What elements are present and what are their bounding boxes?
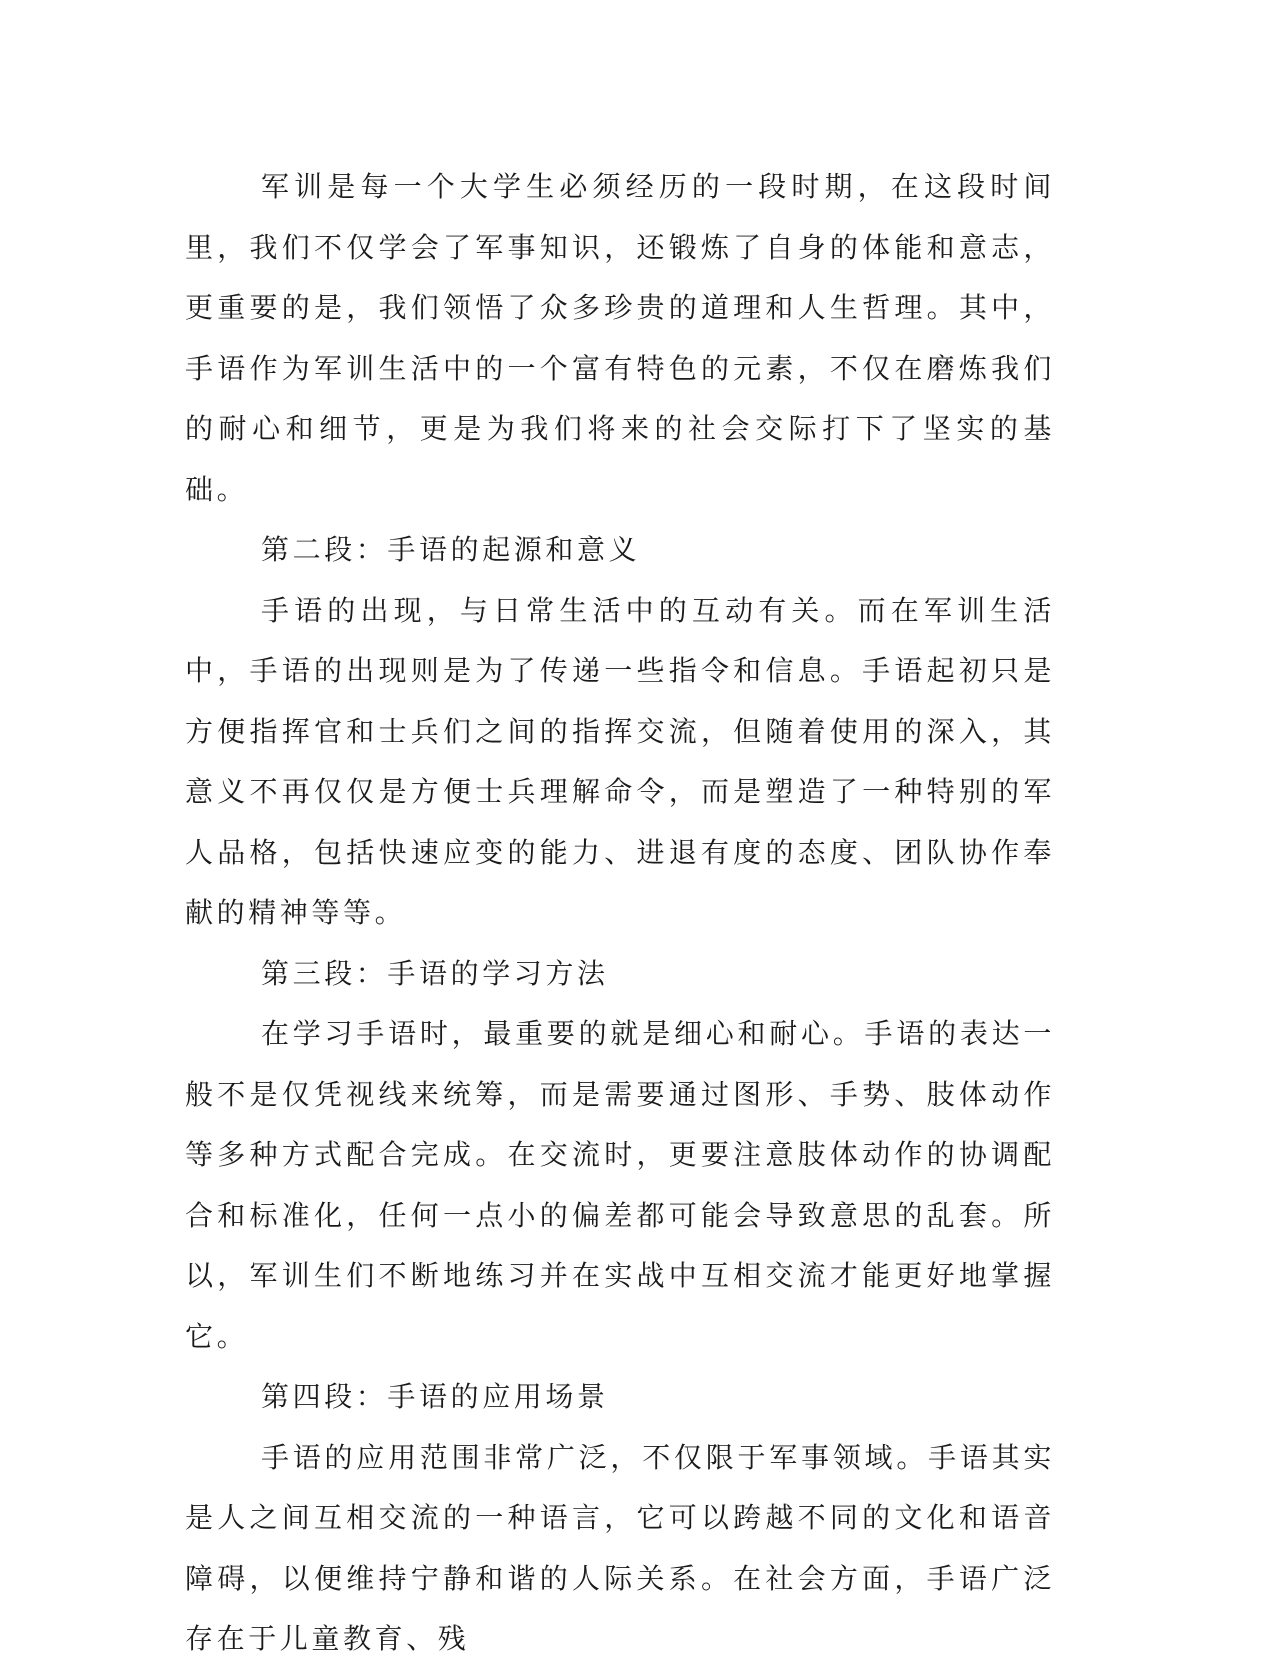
section-3-paragraph: 在学习手语时，最重要的就是细心和耐心。手语的表达一般不是仅凭视线来统筹，而是需要通过图形、手势、肢体动作等多种方式配合完成。在交流时，更要注意肢体动作的协调配合和标准化，任何一点小的偏差都可能会导致意思的乱套。所以，军训生们不断地练习并在实战中互相交流才能更好地掌握它。 bbox=[185, 1017, 1055, 1353]
document-body bbox=[185, 157, 1055, 1670]
section-heading-4: 第四段：手语的应用场景 bbox=[261, 1380, 609, 1413]
section-2-paragraph: 手语的出现，与日常生活中的互动有关。而在军训生活中，手语的出现则是为了传递一些指令和信息。手语起初只是方便指挥官和士兵们之间的指挥交流，但随着使用的深入，其意义不再仅仅是方便士兵理解命令，而是塑造了一种特别的军人品格，包括快速应变的能力、进退有度的态度、团队协作奉献的精神等等。 bbox=[185, 593, 1055, 929]
section-4-paragraph: 手语的应用范围非常广泛，不仅限于军事领域。手语其实是人之间互相交流的一种语言，它可以跨越不同的文化和语音障碍，以便维持宁静和谐的人际关系。在社会方面，手语广泛存在于儿童教育、残 bbox=[185, 1440, 1055, 1655]
section-heading-3: 第三段：手语的学习方法 bbox=[261, 956, 609, 990]
intro-paragraph: 军训是每一个大学生必须经历的一段时期，在这段时间里，我们不仅学会了军事知识，还锻炼了自身的体能和意志，更重要的是，我们领悟了众多珍贵的道理和人生哲理。其中，手语作为军训生活中的一个富有特色的元素，不仅在磨炼我们的耐心和细节，更是为我们将来的社会交际打下了坚实的基础。 bbox=[185, 170, 1055, 506]
section-heading-2: 第二段：手语的起源和意义 bbox=[261, 533, 641, 566]
